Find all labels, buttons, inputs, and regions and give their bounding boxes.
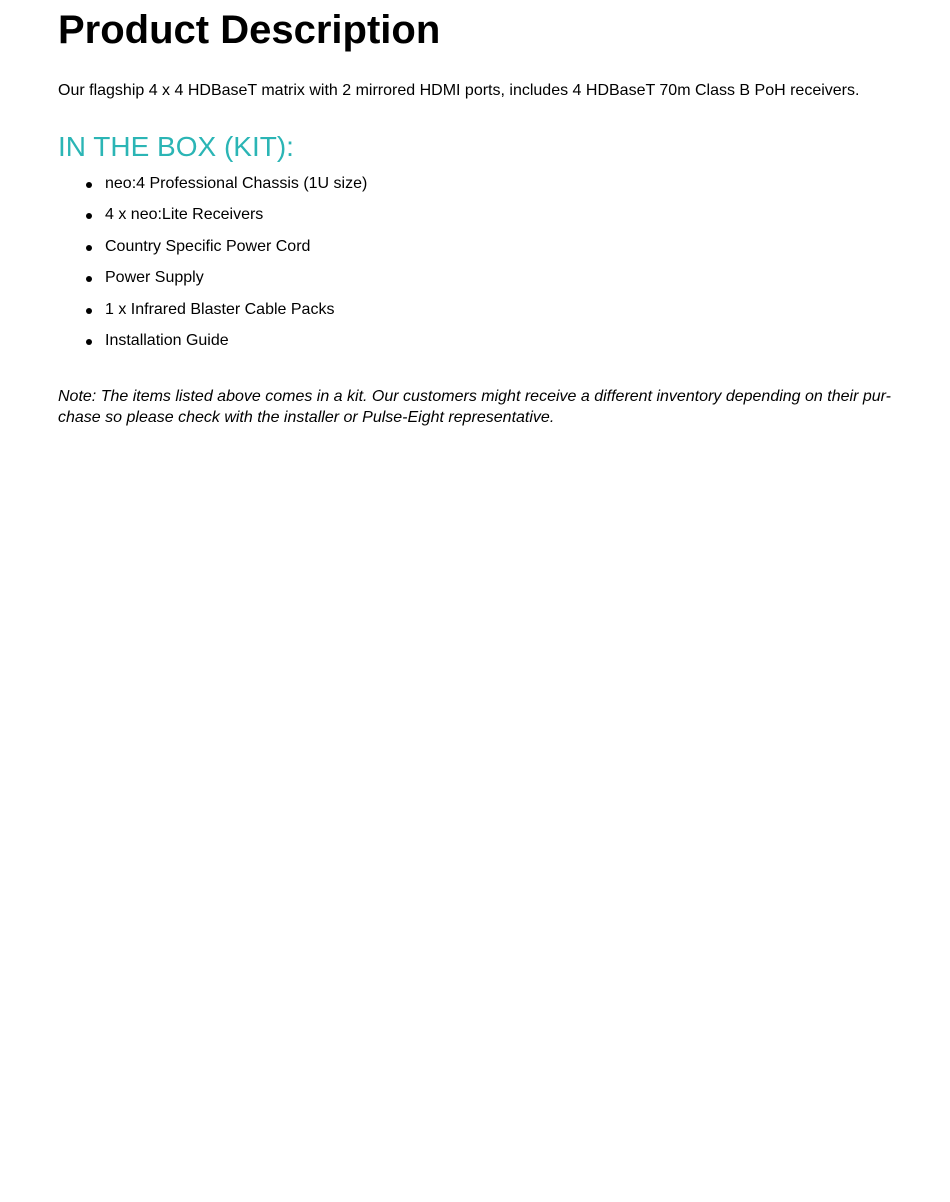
product-intro: Our flagship 4 x 4 HDBaseT matrix with 2 mirrored HDMI ports, includes 4 HDBaseT 70m Class B PoH receivers. [58, 82, 860, 99]
list-item-label: 4 x neo:Lite Receivers [105, 206, 264, 224]
list-item [0, 329, 950, 360]
list-item-label: 1 x Infrared Blaster Cable Packs [105, 300, 335, 318]
bullet-icon [86, 245, 92, 251]
box-contents-list [0, 172, 950, 360]
list-item-label: neo:4 Professional Chassis (1U size) [105, 175, 368, 192]
list-item-label: Installation Guide [105, 331, 229, 349]
list-item [0, 266, 950, 297]
bullet-icon [86, 339, 92, 345]
list-item [0, 298, 950, 329]
list-item-label: Power Supply [105, 269, 204, 287]
list-item-label: Country Specific Power Cord [105, 237, 311, 255]
list-item [0, 172, 950, 203]
kit-note: Note: The items listed above comes in a kit. Our customers might receive a different inventory depending on their pur-chase so please check with the installer or Pulse-Eight representative. [58, 388, 891, 426]
bullet-icon [86, 213, 92, 219]
bullet-icon [86, 308, 92, 314]
list-item [0, 235, 950, 266]
list-item [0, 203, 950, 234]
bullet-icon [86, 182, 92, 188]
in-the-box-heading: IN THE BOX (KIT): [58, 131, 294, 162]
bullet-icon [86, 276, 92, 282]
page-title: Product Description [58, 8, 441, 52]
